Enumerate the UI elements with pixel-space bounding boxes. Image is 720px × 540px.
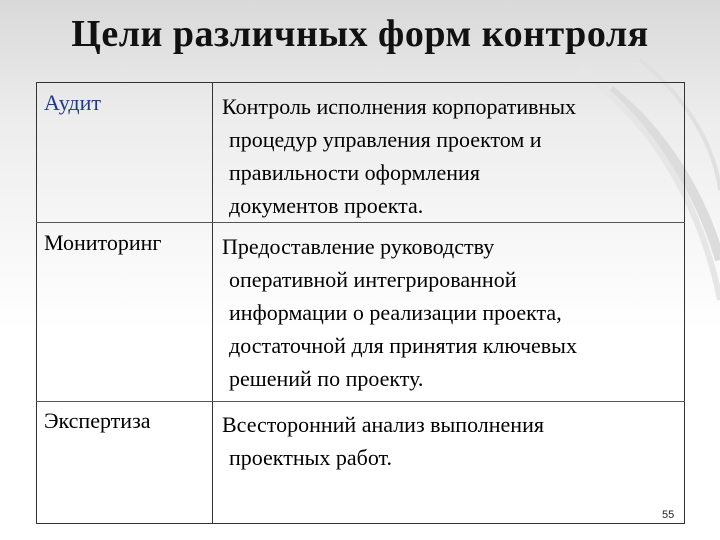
- description-line: проектных работ.: [229, 445, 393, 470]
- table-row-divider: [36, 401, 685, 402]
- description-monitoring: [222, 230, 677, 395]
- description-line: Всесторонний анализ выполнения: [222, 412, 544, 437]
- description-line: Предоставление руководству: [222, 234, 495, 259]
- description-line: правильности оформления: [229, 160, 480, 185]
- slide-title: Цели различных форм контроля: [71, 13, 649, 55]
- description-line: решений по проекту.: [229, 366, 424, 391]
- page-number: 55: [662, 509, 675, 521]
- term-audit: Аудит: [44, 90, 101, 115]
- description-line: документов проекта.: [229, 193, 424, 218]
- description-line: информации о реализации проекта,: [229, 300, 562, 325]
- description-line: Контроль исполнения корпоративных: [222, 94, 577, 119]
- description-line: достаточной для принятия ключевых: [229, 333, 577, 358]
- term-expertise: Экспертиза: [44, 408, 151, 433]
- description-audit: [222, 90, 677, 222]
- description-expertise: [222, 408, 677, 474]
- term-monitoring: Мониторинг: [44, 230, 162, 255]
- description-line: процедур управления проектом и: [229, 127, 542, 152]
- description-line: оперативной интегрированной: [229, 267, 517, 292]
- table-column-divider: [212, 82, 213, 524]
- table-row-divider: [36, 222, 685, 223]
